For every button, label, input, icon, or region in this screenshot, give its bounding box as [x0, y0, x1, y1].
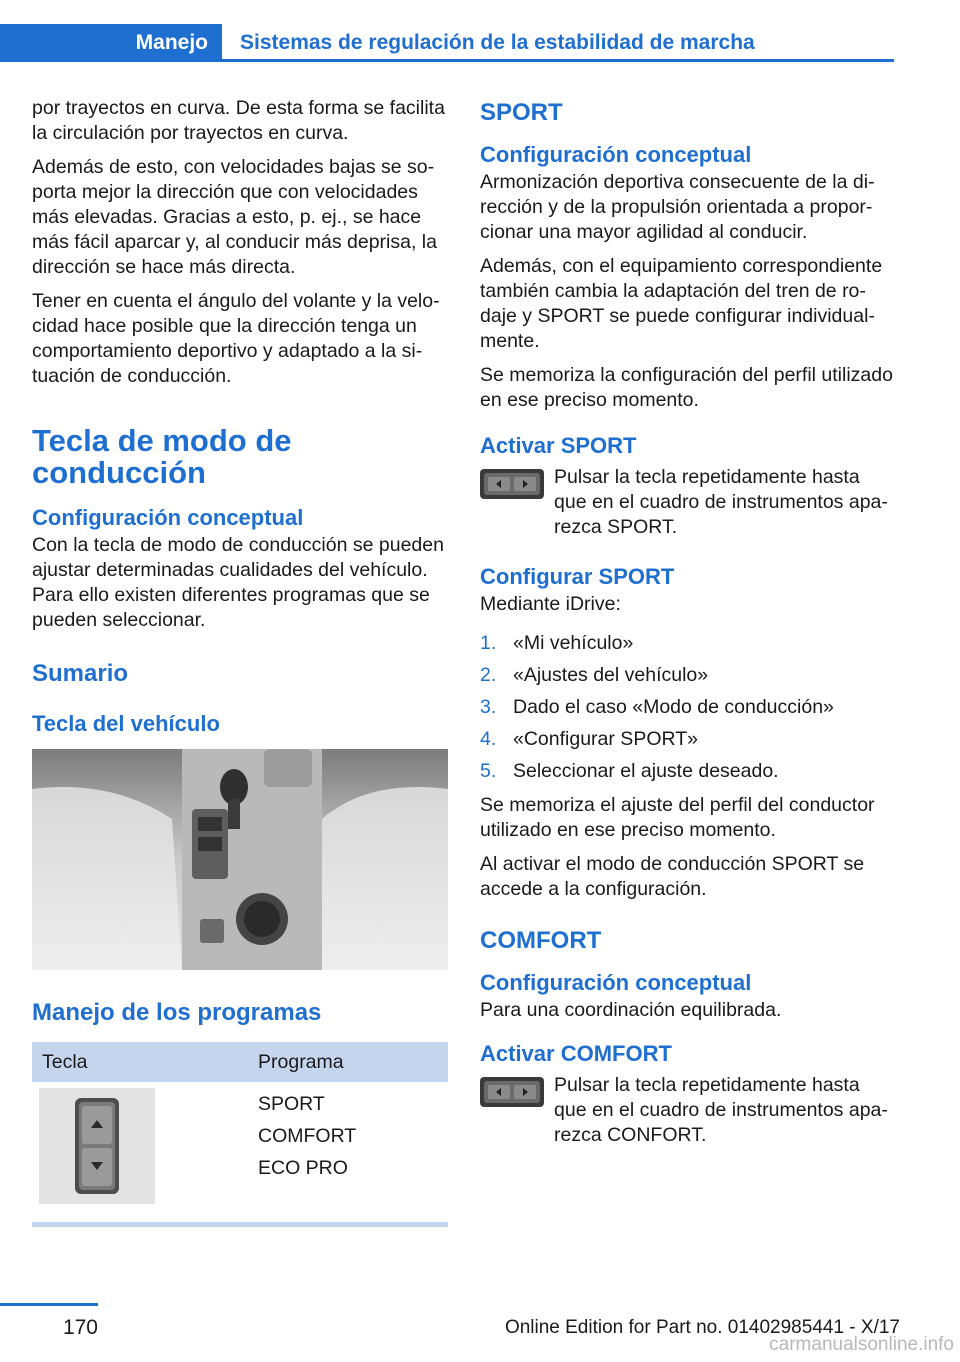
- paragraph: Para una coordinación equilibrada.: [480, 999, 782, 1021]
- page-number: 170: [62, 1316, 98, 1339]
- instruction-text: Pulsar la tecla repetidamente hasta que en el cuadro de instrumentos aparezca SPORT.: [554, 466, 888, 538]
- paragraph: Además de esto, con velocidades bajas se soporta mejor la dirección que con velocidades más elevadas. Gracias a esto, p. ej., se hace más fácil aparcar y, al conducir más deprisa, la dirección se hace más directa.: [32, 156, 437, 278]
- instruction-text: Pulsar la tecla repetidamente hasta que en el cuadro de instrumentos aparezca CONFORT.: [554, 1074, 888, 1146]
- instruction-with-key: [480, 1073, 896, 1148]
- column-header: Programa: [248, 1042, 448, 1082]
- console-illustration: [32, 749, 448, 970]
- paragraph: Con la tecla de modo de conducción se pueden ajustar determinadas cualidades del vehículo. Para ello existen diferentes programas que se pueden seleccionar.: [32, 534, 444, 631]
- steps-list: [480, 631, 896, 784]
- programs-table: [32, 1042, 448, 1216]
- subheading-activar-comfort: Activar COMFORT: [480, 1041, 672, 1066]
- subheading-concept-sport: Configuración conceptual: [480, 142, 752, 167]
- paragraph: Al activar el modo de conducción SPORT se accede a la configuración.: [480, 853, 865, 900]
- breadcrumb[interactable]: Sistemas de regulación de la estabilidad de marcha: [240, 31, 755, 54]
- heading-sport: SPORT: [480, 99, 563, 126]
- paragraph: Se memoriza la configuración del perfil utilizado en ese preciso momento.: [480, 364, 893, 411]
- section-tab[interactable]: Manejo: [0, 24, 222, 62]
- mode-key-icon: [39, 1088, 155, 1204]
- programs-cell: [248, 1082, 448, 1216]
- paragraph: Tener en cuenta el ángulo del volante y la velocidad hace posible que la dirección tenga un comportamiento deportivo y adaptado a la situación de conducción.: [32, 290, 440, 387]
- paragraph: por trayectos en curva. De esta forma se facilita la circulación por trayectos en curva.: [32, 97, 445, 144]
- subheading-concept: Configuración conceptual: [32, 505, 304, 530]
- instruction-with-key: [480, 465, 896, 540]
- mode-key-icon: [480, 1077, 544, 1107]
- right-column: [480, 96, 896, 1157]
- watermark: carmanualsonline.info: [769, 1334, 954, 1355]
- section-heading: Tecla de modo de conducción: [32, 423, 292, 490]
- left-column: [32, 96, 448, 1227]
- footer-rule: [0, 1303, 98, 1306]
- subheading-configurar-sport: Configurar SPORT: [480, 564, 675, 589]
- paragraph: Se memoriza el ajuste del perfil del conductor utilizado en ese preciso momento.: [480, 794, 875, 841]
- list-item: 1. «Mi vehículo»: [480, 632, 634, 654]
- heading-comfort: COMFORT: [480, 927, 602, 954]
- subheading-manejo: Manejo de los programas: [32, 999, 322, 1026]
- subheading-sumario: Sumario: [32, 660, 129, 687]
- list-item: 4. «Configurar SPORT»: [480, 728, 698, 750]
- edition-note: Online Edition for Part no. 01402985441 - X/17: [504, 1317, 900, 1338]
- subheading-tecla: Tecla del vehículo: [32, 711, 220, 736]
- page-header: [0, 24, 894, 62]
- program-item: SPORT: [258, 1093, 325, 1115]
- mode-key-icon: [480, 469, 544, 499]
- paragraph: Mediante iDrive:: [480, 593, 621, 615]
- list-item: 3. Dado el caso «Modo de conducción»: [480, 696, 834, 718]
- key-cell: [32, 1082, 248, 1216]
- vehicle-console-photo: [32, 749, 448, 970]
- table-row: [32, 1082, 448, 1216]
- program-item: COMFORT: [258, 1125, 357, 1147]
- list-item: 2. «Ajustes del vehículo»: [480, 664, 709, 686]
- table-bottom-rule: [32, 1222, 448, 1227]
- paragraph: Armonización deportiva consecuente de la dirección y de la propulsión orientada a proporcionar una mayor agilidad al conducir.: [480, 171, 875, 243]
- column-header: Tecla: [32, 1042, 248, 1082]
- subheading-activar-sport: Activar SPORT: [480, 433, 637, 458]
- paragraph: Además, con el equipamiento correspondiente también cambia la adaptación del tren de rodaje y SPORT se puede configurar individualmente.: [480, 255, 883, 352]
- program-item: ECO PRO: [258, 1157, 348, 1179]
- list-item: 5. Seleccionar el ajuste deseado.: [480, 760, 779, 782]
- subheading-concept-comfort: Configuración conceptual: [480, 970, 752, 995]
